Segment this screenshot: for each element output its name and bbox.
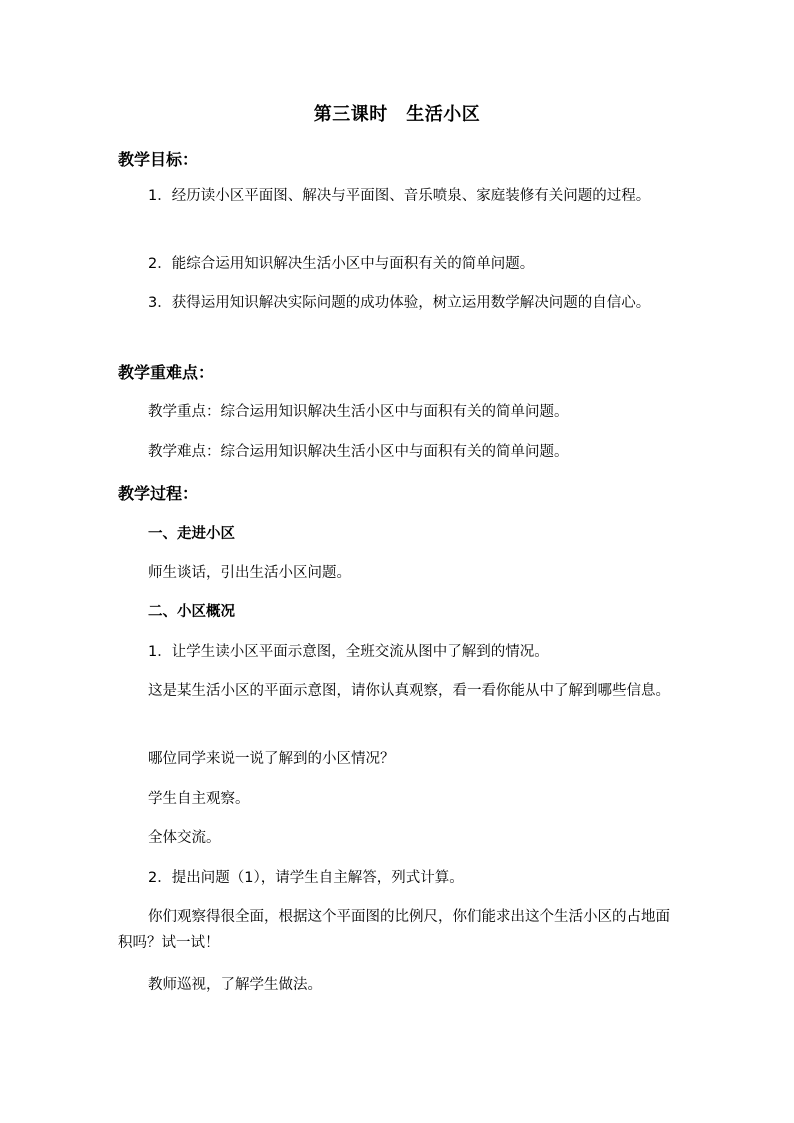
part2-item-4: 学生自主观察。 [148,791,250,807]
page-title: 第三课时 生活小区 [313,104,481,125]
part2-item-5: 全体交流。 [148,830,221,846]
part2-item-6: 2．提出问题（1），请学生自主解答，列式计算。 [148,870,464,886]
goals-heading: 教学目标： [118,150,199,169]
process-heading: 教学过程： [118,484,199,503]
part1-heading: 一、走进小区 [148,526,235,542]
part2-item-2: 这是某生活小区的平面示意图，请你认真观察，看一看你能从中了解到哪些信息。 [148,683,670,699]
part2-heading: 二、小区概况 [148,604,235,620]
key-points-heading: 教学重难点： [118,363,215,382]
part2-item-1: 1．让学生读小区平面示意图，全班交流从图中了解到的情况。 [148,644,549,660]
part2-item-7: 你们观察得很全面，根据这个平面图的比例尺，你们能求出这个生活小区的占地面积吗？试一试！ [118,909,670,951]
part1-text: 师生谈话，引出生活小区问题。 [148,565,351,581]
part2-item-8: 教师巡视，了解学生做法。 [148,977,322,993]
goal-item-2: 2．能综合运用知识解决生活小区中与面积有关的简单问题。 [148,256,535,272]
goal-item-1: 1．经历读小区平面图、解决与平面图、音乐喷泉、家庭装修有关问题的过程。 [148,188,651,204]
part2-item-3: 哪位同学来说一说了解到的小区情况？ [148,751,395,767]
goal-item-3: 3．获得运用知识解决实际问题的成功体验，树立运用数学解决问题的自信心。 [148,295,651,311]
key-point-2: 教学难点：综合运用知识解决生活小区中与面积有关的简单问题。 [148,444,569,460]
key-point-1: 教学重点：综合运用知识解决生活小区中与面积有关的简单问题。 [148,404,569,420]
